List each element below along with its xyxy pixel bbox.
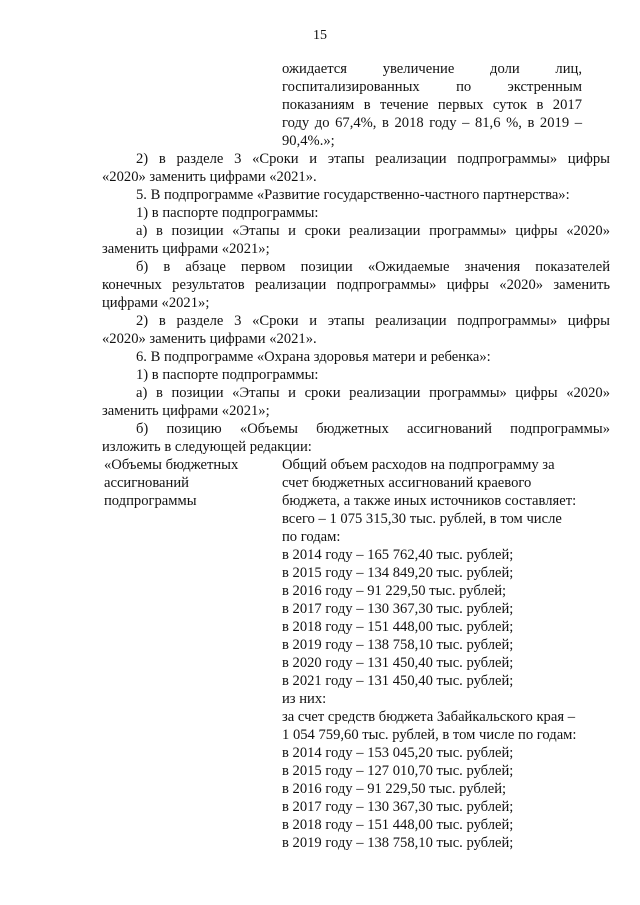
paragraph-line: цифрами «2021»; <box>102 295 210 311</box>
paragraph-line: 5. В подпрограмме «Развитие государственно-частного партнерства»: <box>136 187 570 203</box>
table-right-line: всего – 1 075 315,30 тыс. рублей, в том числе <box>282 511 562 527</box>
top-block-line: госпитализированных по экстренным <box>282 79 582 95</box>
top-block-line: году до 67,4%, в 2018 году – 81,6 %, в 2019 – <box>282 115 582 131</box>
top-block-line: ожидается увеличение доли лиц, <box>282 61 582 77</box>
table-right-line: в 2014 году – 165 762,40 тыс. рублей; <box>282 547 514 563</box>
paragraph-line: б) в абзаце первом позиции «Ожидаемые значения показателей <box>136 259 610 275</box>
paragraph-line: а) в позиции «Этапы и сроки реализации программы» цифры «2020» <box>136 223 610 239</box>
table-right-line: в 2017 году – 130 367,30 тыс. рублей; <box>282 601 514 617</box>
paragraph-line: конечных результатов реализации подпрограммы» цифры «2020» заменить <box>102 277 610 293</box>
table-right-line: в 2018 году – 151 448,00 тыс. рублей; <box>282 817 514 833</box>
table-right-line: из них: <box>282 691 327 707</box>
table-left-line: «Объемы бюджетных <box>104 457 239 473</box>
page-number: 15 <box>313 28 327 43</box>
table-right-line: счет бюджетных ассигнований краевого <box>282 475 532 491</box>
paragraph-line: а) в позиции «Этапы и сроки реализации программы» цифры «2020» <box>136 385 610 401</box>
paragraph-line: «2020» заменить цифрами «2021». <box>102 331 317 347</box>
table-right-line: в 2014 году – 153 045,20 тыс. рублей; <box>282 745 514 761</box>
table-left-line: подпрограммы <box>104 493 197 509</box>
table-left-line: ассигнований <box>104 475 189 491</box>
table-right-line: в 2015 году – 127 010,70 тыс. рублей; <box>282 763 514 779</box>
table-right-line: в 2021 году – 131 450,40 тыс. рублей; <box>282 673 514 689</box>
top-block-line: показаниям в течение первых суток в 2017 <box>282 97 582 113</box>
top-block-line: 90,4%.»; <box>282 133 335 149</box>
paragraph-line: 1) в паспорте подпрограммы: <box>136 205 319 221</box>
paragraph-line: «2020» заменить цифрами «2021». <box>102 169 317 185</box>
table-right-line: в 2016 году – 91 229,50 тыс. рублей; <box>282 781 507 797</box>
paragraph-line: 1) в паспорте подпрограммы: <box>136 367 319 383</box>
table-right-line: в 2017 году – 130 367,30 тыс. рублей; <box>282 799 514 815</box>
paragraph-line: изложить в следующей редакции: <box>102 439 312 455</box>
table-right-line: в 2020 году – 131 450,40 тыс. рублей; <box>282 655 514 671</box>
table-right-line: в 2019 году – 138 758,10 тыс. рублей; <box>282 835 514 851</box>
table-right-line: в 2016 году – 91 229,50 тыс. рублей; <box>282 583 507 599</box>
table-right-line: 1 054 759,60 тыс. рублей, в том числе по годам: <box>282 727 577 743</box>
table-right-line: в 2018 году – 151 448,00 тыс. рублей; <box>282 619 514 635</box>
paragraph-line: заменить цифрами «2021»; <box>102 403 270 419</box>
paragraph-line: б) позицию «Объемы бюджетных ассигнований подпрограммы» <box>136 421 610 437</box>
paragraph-line: 2) в разделе 3 «Сроки и этапы реализации подпрограммы» цифры <box>136 151 610 167</box>
table-right-line: бюджета, а также иных источников составляет: <box>282 493 577 509</box>
paragraph-line: 6. В подпрограмме «Охрана здоровья матери и ребенка»: <box>136 349 491 365</box>
table-right-line: за счет средств бюджета Забайкальского края – <box>282 709 575 725</box>
paragraph-line: 2) в разделе 3 «Сроки и этапы реализации подпрограммы» цифры <box>136 313 610 329</box>
table-right-line: по годам: <box>282 529 341 545</box>
table-right-line: в 2015 году – 134 849,20 тыс. рублей; <box>282 565 514 581</box>
paragraph-line: заменить цифрами «2021»; <box>102 241 270 257</box>
table-right-line: в 2019 году – 138 758,10 тыс. рублей; <box>282 637 514 653</box>
table-right-line: Общий объем расходов на подпрограмму за <box>282 457 555 473</box>
